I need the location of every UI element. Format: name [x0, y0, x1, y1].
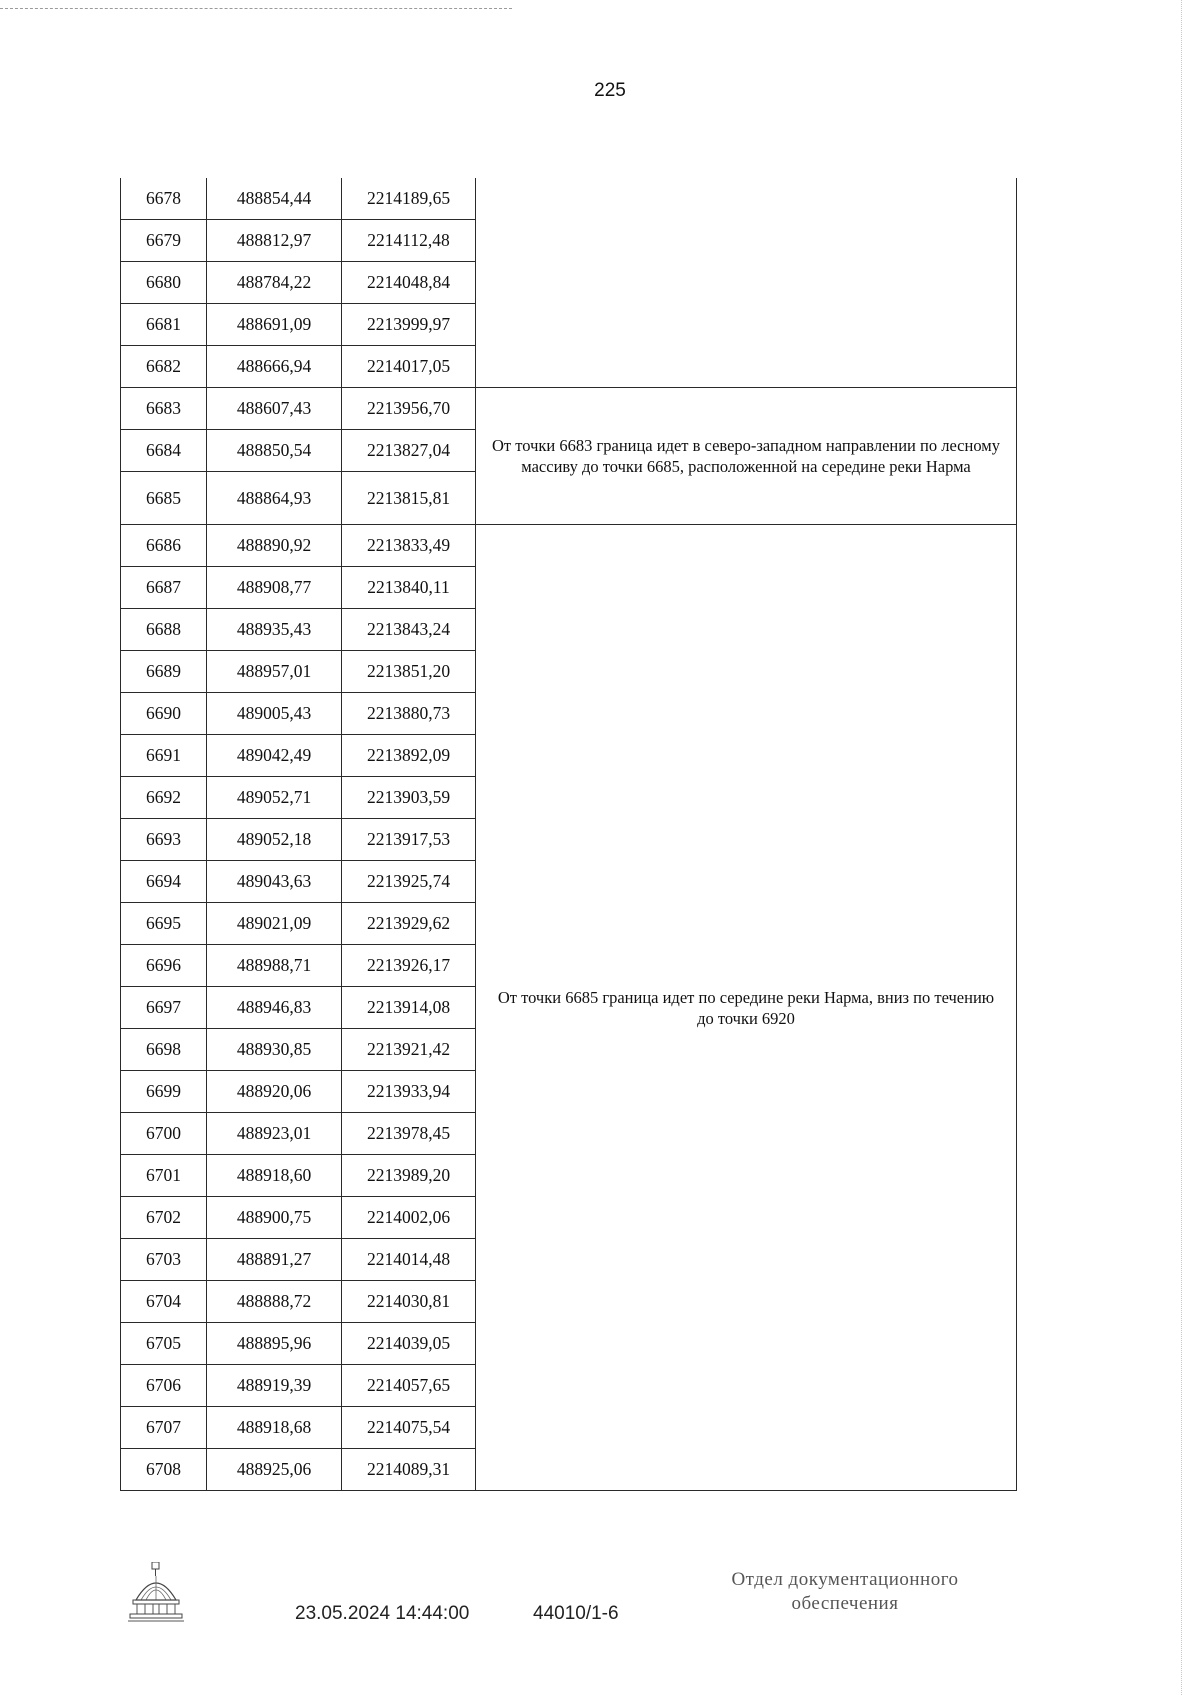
x-coordinate-cell: 489021,09 [207, 903, 342, 945]
x-coordinate-cell: 488930,85 [207, 1029, 342, 1071]
y-coordinate-cell: 2213978,45 [342, 1113, 476, 1155]
x-coordinate-cell: 488691,09 [207, 304, 342, 346]
department-stamp [700, 1568, 990, 1616]
y-coordinate-cell: 2214039,05 [342, 1323, 476, 1365]
point-id-cell: 6695 [121, 903, 207, 945]
x-coordinate-cell: 488988,71 [207, 945, 342, 987]
y-coordinate-cell: 2213851,20 [342, 651, 476, 693]
point-id-cell: 6694 [121, 861, 207, 903]
y-coordinate-cell: 2214017,05 [342, 346, 476, 388]
footer-document-number: 44010/1-6 [533, 1603, 619, 1624]
point-id-cell: 6705 [121, 1323, 207, 1365]
x-coordinate-cell: 488925,06 [207, 1449, 342, 1491]
x-coordinate-cell: 488900,75 [207, 1197, 342, 1239]
x-coordinate-cell: 488891,27 [207, 1239, 342, 1281]
y-coordinate-cell: 2214075,54 [342, 1407, 476, 1449]
page-number: 225 [594, 80, 626, 101]
x-coordinate-cell: 488895,96 [207, 1323, 342, 1365]
x-coordinate-cell: 489005,43 [207, 693, 342, 735]
segment-description-6683-6685: От точки 6683 граница идет в северо-западном направлении по лесному массиву до точки 6685, расположенной на середине реки Нарма [476, 388, 1017, 525]
point-id-cell: 6692 [121, 777, 207, 819]
x-coordinate-cell: 488607,43 [207, 388, 342, 430]
point-id-cell: 6687 [121, 567, 207, 609]
x-coordinate-cell: 489052,18 [207, 819, 342, 861]
stamp-line-2: обеспечения [791, 1593, 899, 1614]
point-id-cell: 6678 [121, 178, 207, 220]
y-coordinate-cell: 2213989,20 [342, 1155, 476, 1197]
x-coordinate-cell: 488920,06 [207, 1071, 342, 1113]
y-coordinate-cell: 2213880,73 [342, 693, 476, 735]
x-coordinate-cell: 488923,01 [207, 1113, 342, 1155]
y-coordinate-cell: 2213815,81 [342, 472, 476, 525]
point-id-cell: 6697 [121, 987, 207, 1029]
y-coordinate-cell: 2213833,49 [342, 525, 476, 567]
point-id-cell: 6688 [121, 609, 207, 651]
dome-emblem-icon [128, 1562, 184, 1624]
x-coordinate-cell: 488957,01 [207, 651, 342, 693]
point-id-cell: 6681 [121, 304, 207, 346]
x-coordinate-cell: 488935,43 [207, 609, 342, 651]
y-coordinate-cell: 2213840,11 [342, 567, 476, 609]
point-id-cell: 6696 [121, 945, 207, 987]
y-coordinate-cell: 2213926,17 [342, 945, 476, 987]
y-coordinate-cell: 2214002,06 [342, 1197, 476, 1239]
scan-edge-margin [1181, 0, 1200, 1695]
x-coordinate-cell: 489043,63 [207, 861, 342, 903]
point-id-cell: 6706 [121, 1365, 207, 1407]
top-scan-rule [0, 8, 512, 9]
point-id-cell: 6689 [121, 651, 207, 693]
y-coordinate-cell: 2213925,74 [342, 861, 476, 903]
x-coordinate-cell: 488854,44 [207, 178, 342, 220]
point-id-cell: 6691 [121, 735, 207, 777]
point-id-cell: 6693 [121, 819, 207, 861]
y-coordinate-cell: 2213843,24 [342, 609, 476, 651]
x-coordinate-cell: 488908,77 [207, 567, 342, 609]
point-id-cell: 6683 [121, 388, 207, 430]
y-coordinate-cell: 2214057,65 [342, 1365, 476, 1407]
x-coordinate-cell: 488919,39 [207, 1365, 342, 1407]
point-id-cell: 6699 [121, 1071, 207, 1113]
footer-datetime: 23.05.2024 14:44:00 [295, 1603, 470, 1624]
y-coordinate-cell: 2213917,53 [342, 819, 476, 861]
coordinates-table [120, 178, 1017, 1491]
point-id-cell: 6701 [121, 1155, 207, 1197]
point-id-cell: 6707 [121, 1407, 207, 1449]
table-row [121, 388, 1017, 430]
x-coordinate-cell: 488946,83 [207, 987, 342, 1029]
stamp-line-1: Отдел документационного [731, 1569, 959, 1590]
y-coordinate-cell: 2214014,48 [342, 1239, 476, 1281]
point-id-cell: 6679 [121, 220, 207, 262]
y-coordinate-cell: 2213903,59 [342, 777, 476, 819]
point-id-cell: 6682 [121, 346, 207, 388]
point-id-cell: 6698 [121, 1029, 207, 1071]
y-coordinate-cell: 2213999,97 [342, 304, 476, 346]
y-coordinate-cell: 2214030,81 [342, 1281, 476, 1323]
point-id-cell: 6684 [121, 430, 207, 472]
point-id-cell: 6708 [121, 1449, 207, 1491]
table-row [121, 178, 1017, 220]
point-id-cell: 6700 [121, 1113, 207, 1155]
y-coordinate-cell: 2213827,04 [342, 430, 476, 472]
x-coordinate-cell: 488812,97 [207, 220, 342, 262]
y-coordinate-cell: 2213933,94 [342, 1071, 476, 1113]
point-id-cell: 6702 [121, 1197, 207, 1239]
x-coordinate-cell: 488850,54 [207, 430, 342, 472]
x-coordinate-cell: 488666,94 [207, 346, 342, 388]
x-coordinate-cell: 488918,68 [207, 1407, 342, 1449]
y-coordinate-cell: 2214189,65 [342, 178, 476, 220]
x-coordinate-cell: 488864,93 [207, 472, 342, 525]
y-coordinate-cell: 2214112,48 [342, 220, 476, 262]
point-id-cell: 6686 [121, 525, 207, 567]
table-row [121, 525, 1017, 567]
y-coordinate-cell: 2213921,42 [342, 1029, 476, 1071]
y-coordinate-cell: 2213892,09 [342, 735, 476, 777]
x-coordinate-cell: 488888,72 [207, 1281, 342, 1323]
segment-description-6685-6920: От точки 6685 граница идет по середине реки Нарма, вниз по течению до точки 6920 [476, 525, 1017, 1491]
description-blank-cell [476, 178, 1017, 388]
emblem-logo [128, 1562, 184, 1624]
y-coordinate-cell: 2213914,08 [342, 987, 476, 1029]
y-coordinate-cell: 2213956,70 [342, 388, 476, 430]
point-id-cell: 6704 [121, 1281, 207, 1323]
y-coordinate-cell: 2213929,62 [342, 903, 476, 945]
point-id-cell: 6690 [121, 693, 207, 735]
point-id-cell: 6685 [121, 472, 207, 525]
x-coordinate-cell: 489052,71 [207, 777, 342, 819]
x-coordinate-cell: 488890,92 [207, 525, 342, 567]
x-coordinate-cell: 488918,60 [207, 1155, 342, 1197]
x-coordinate-cell: 488784,22 [207, 262, 342, 304]
point-id-cell: 6680 [121, 262, 207, 304]
point-id-cell: 6703 [121, 1239, 207, 1281]
y-coordinate-cell: 2214048,84 [342, 262, 476, 304]
y-coordinate-cell: 2214089,31 [342, 1449, 476, 1491]
x-coordinate-cell: 489042,49 [207, 735, 342, 777]
